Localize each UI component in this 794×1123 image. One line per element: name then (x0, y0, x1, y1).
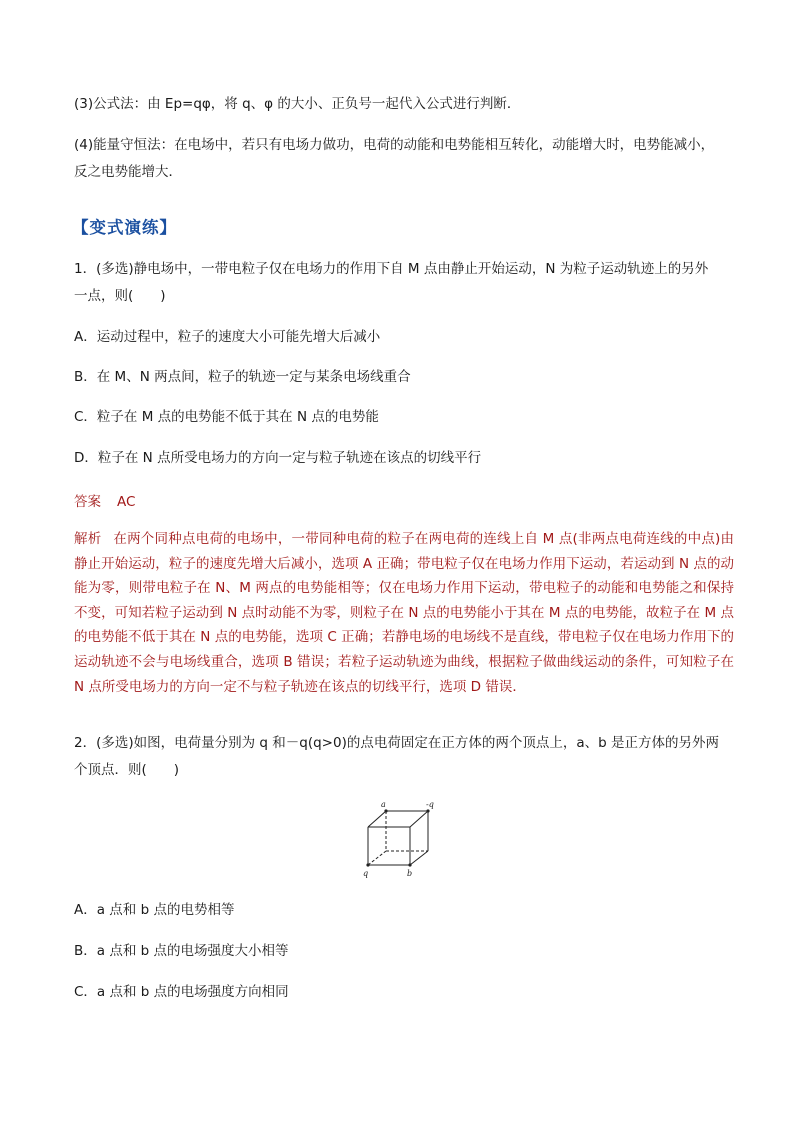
answer-value: AC (117, 494, 136, 510)
label-q: q (363, 869, 369, 878)
cube-edge-hidden-diagonal (368, 851, 386, 865)
q2-stem-line2: 个顶点．则( ) (74, 762, 180, 778)
q1-stem-line1: 1．(多选)静电场中，一带电粒子仅在电场力的作用下自 M 点由静止开始运动，N 为粒子运动轨迹上的另外 (74, 261, 709, 277)
vertex-neg-q (426, 809, 429, 812)
cube-figure (354, 797, 444, 879)
q1-answer (74, 490, 135, 510)
q1-analysis (74, 527, 734, 699)
analysis-text: 在两个同种点电荷的电场中，一带同种电荷的粒子在两电荷的连线上自 M 点(非两点电荷连线的中点)由静止开始运动，粒子的速度先增大后减小，选项 A 正确；带电粒子仅在电场力作用下运动，若运动到 N 点的动能为零，则带电粒子在 N、M 两点的电势能相等；仅在电场力作用下运动，带电粒子的动能和电势能之和保持不变，可知若粒子运动到 N 点时动能不为零，则粒子在 N 点的电势能小于其在 M 点的电势能，故粒子在 M 点的电势能不低于其在 N 点的电势能，选项 C 正确；若静电场的电场线不是直线，带电粒子仅在电场力作用下的运动轨迹不会与电场线重合，选项 B 错误；若粒子运动轨迹为曲线，根据粒子做曲线运动的条件，可知粒子在 N 点所受电场力的方向一定不与粒子轨迹在该点的切线平行，选项 D 错误． (74, 531, 734, 695)
q1-option-c: C．粒子在 M 点的电势能不低于其在 N 点的电势能 (74, 409, 379, 425)
section-heading: 【变式演练】 (72, 218, 177, 237)
q1-stem-line2: 一点，则( ) (74, 288, 166, 304)
vertex-b (408, 863, 411, 866)
method-energy-line1: (4)能量守恒法：在电场中，若只有电场力做功，电荷的动能和电势能相互转化，动能增大时，电势能减小， (74, 137, 715, 153)
q2-option-b: B．a 点和 b 点的电场强度大小相等 (74, 943, 289, 959)
method-formula: (3)公式法：由 Ep=qφ，将 q、φ 的大小、正负号一起代入公式进行判断． (74, 96, 521, 112)
analysis-label: 解析 (74, 531, 102, 547)
label-b: b (407, 869, 413, 878)
q1-option-d: D．粒子在 N 点所受电场力的方向一定与粒子轨迹在该点的切线平行 (74, 450, 482, 466)
q1-option-a: A．运动过程中，粒子的速度大小可能先增大后减小 (74, 329, 381, 345)
q1-option-b: B．在 M、N 两点间，粒子的轨迹一定与某条电场线重合 (74, 369, 411, 385)
q2-option-c: C．a 点和 b 点的电场强度方向相同 (74, 984, 289, 1000)
cube-edge-bottom-right (410, 851, 428, 865)
cube-edge-top-right (410, 811, 428, 827)
label-neg-q: -q (426, 800, 434, 809)
method-energy-line2: 反之电势能增大． (74, 164, 182, 180)
cube-edge-top-left (368, 811, 386, 827)
label-a: a (381, 800, 386, 809)
vertex-q (366, 863, 369, 866)
vertex-a (384, 809, 387, 812)
q2-stem-line1: 2．(多选)如图，电荷量分别为 q 和－q(q>0)的点电荷固定在正方体的两个顶点上，a、b 是正方体的另外两 (74, 735, 719, 751)
q2-option-a: A．a 点和 b 点的电势相等 (74, 902, 235, 918)
answer-label: 答案 (74, 494, 101, 510)
